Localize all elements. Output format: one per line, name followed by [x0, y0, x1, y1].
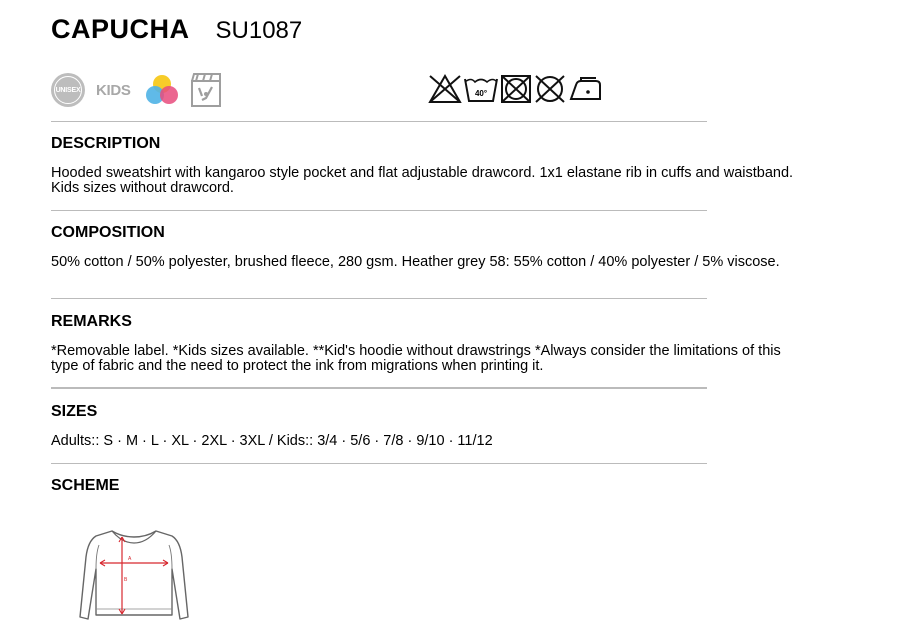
no-dry-clean-icon: [533, 73, 567, 105]
color-print-icon: [143, 73, 181, 107]
scheme-heading: SCHEME: [51, 477, 120, 494]
composition-heading: COMPOSITION: [51, 224, 165, 241]
sizes-heading: SIZES: [51, 403, 98, 420]
kids-label: KIDS: [96, 81, 131, 99]
no-tumble-dry-icon: [499, 73, 533, 105]
care-symbols: [427, 73, 603, 105]
measure-label-b: B: [124, 577, 128, 583]
sweatshirt-measurement-diagram: [72, 523, 196, 623]
divider: [51, 298, 707, 299]
sizes-text: Adults:: S · M · L · XL · 2XL · 3XL / Kids:: 3/4 · 5/6 · 7/8 · 9/10 · 11/12: [51, 433, 493, 449]
wash-40-icon: [463, 73, 499, 105]
iron-low-icon: [567, 73, 603, 105]
no-bleach-icon: [427, 73, 463, 105]
remarks-heading: REMARKS: [51, 313, 132, 330]
product-name: CAPUCHA: [51, 14, 190, 44]
composition-text: 50% cotton / 50% polyester, brushed fleece, 280 gsm. Heather grey 58: 55% cotton / 40% polyester / 5% viscose.: [51, 254, 780, 270]
unisex-label: UNISEX: [55, 86, 81, 94]
divider: [51, 387, 707, 389]
unisex-icon: [51, 73, 85, 107]
divider: [51, 121, 707, 122]
description-text: Hooded sweatshirt with kangaroo style pocket and flat adjustable drawcord. 1x1 elastane rib in cuffs and waistband. Kids sizes without drawcord.: [51, 165, 794, 196]
remarks-text: *Removable label. *Kids sizes available. **Kid's hoodie without drawstrings *Always consider the limitations of this type of fabric and the need to protect the ink from migrations when printing it.: [51, 343, 781, 374]
divider: [51, 210, 707, 211]
measure-label-a: A: [128, 556, 132, 562]
feature-badges: [51, 72, 222, 108]
divider: [51, 463, 707, 464]
product-code: SU1087: [215, 17, 303, 44]
description-heading: DESCRIPTION: [51, 135, 161, 152]
transfer-print-icon: [190, 72, 222, 108]
wash-temperature: 40°: [474, 89, 488, 98]
product-title: [51, 14, 302, 48]
